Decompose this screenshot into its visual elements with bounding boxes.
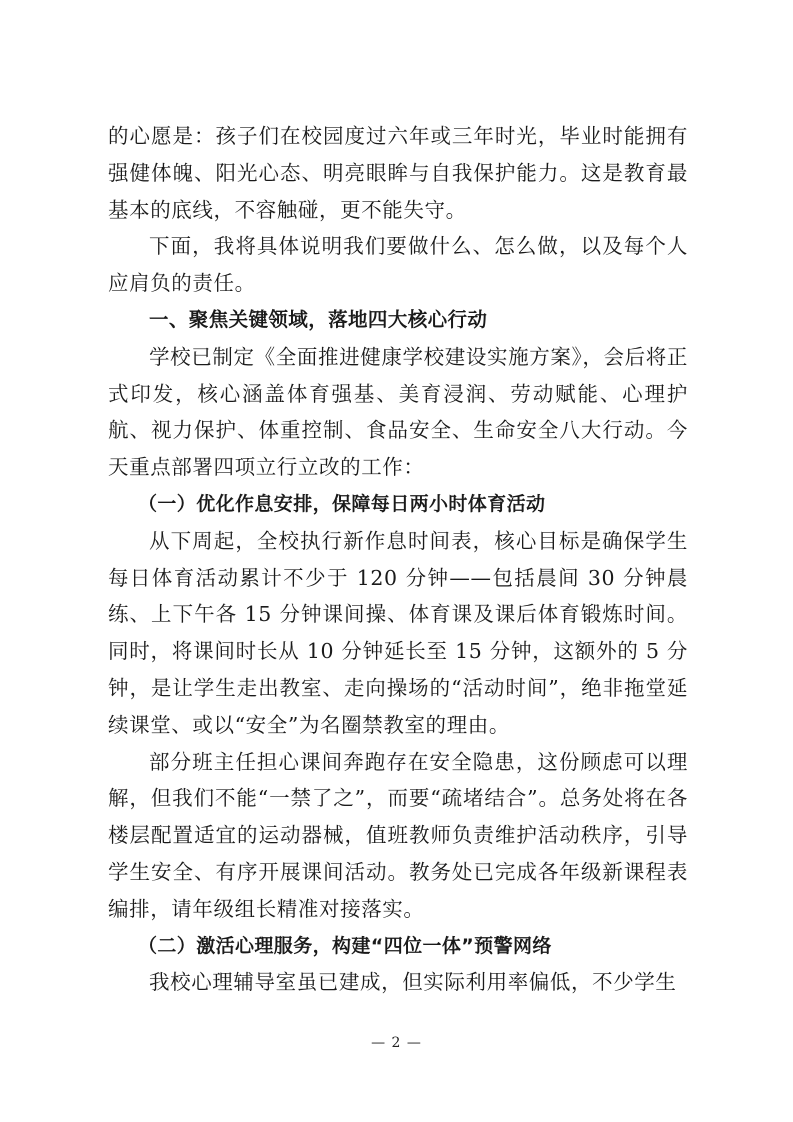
- subsection-heading-1: （一）优化作息安排，保障每日两小时体育活动: [138, 492, 546, 515]
- document-body: [108, 118, 688, 1001]
- paragraph-safety: 部分班主任担心课间奔跑存在安全隐患，这份顾虑可以理解，但我们不能“一禁了之”，而要“疏堵结合”。总务处将在各楼层配置适宜的运动器械，值班教师负责维护活动秩序，引导学生安全、有序开展课间活动。教务处已完成各年级新课程表编排，请年级组长精准对接落实。: [108, 749, 688, 921]
- paragraph-psych-service: 我校心理辅导室虽已建成，但实际利用率偏低，不少学生: [149, 970, 677, 995]
- page-number: — 2 —: [371, 1035, 422, 1051]
- paragraph-plan-overview: 学校已制定《全面推进健康学校建设实施方案》，会后将正式印发，核心涵盖体育强基、美育浸润、劳动赋能、心理护航、视力保护、体重控制、食品安全、生命安全八大行动。今天重点部署四项立行立改的工作：: [108, 344, 688, 480]
- paragraph-intro-next: 下面，我将具体说明我们要做什么、怎么做，以及每个人应肩负的责任。: [108, 234, 688, 296]
- paragraph-schedule: 从下周起，全校执行新作息时间表，核心目标是确保学生每日体育活动累计不少于 120 分钟——包括晨间 30 分钟晨练、上下午各 15 分钟课间操、体育课及课后体育锻炼时间。同时，将课间时长从 10 分钟延长至 15 分钟，这额外的 5 分钟，是让学生走出教室、走向操场的“活动时间”，绝非拖堂延续课堂、或以“安全”为名圈禁教室的理由。: [108, 528, 688, 737]
- section-heading-1: 一、聚焦关键领域，落地四大核心行动: [149, 307, 488, 331]
- paragraph-continuation: 的心愿是：孩子们在校园度过六年或三年时光，毕业时能拥有强健体魄、阳光心态、明亮眼眸与自我保护能力。这是教育最基本的底线，不容触碰，更不能失守。: [108, 124, 688, 222]
- subsection-heading-2: （二）激活心理服务，构建“四位一体”预警网络: [138, 934, 552, 957]
